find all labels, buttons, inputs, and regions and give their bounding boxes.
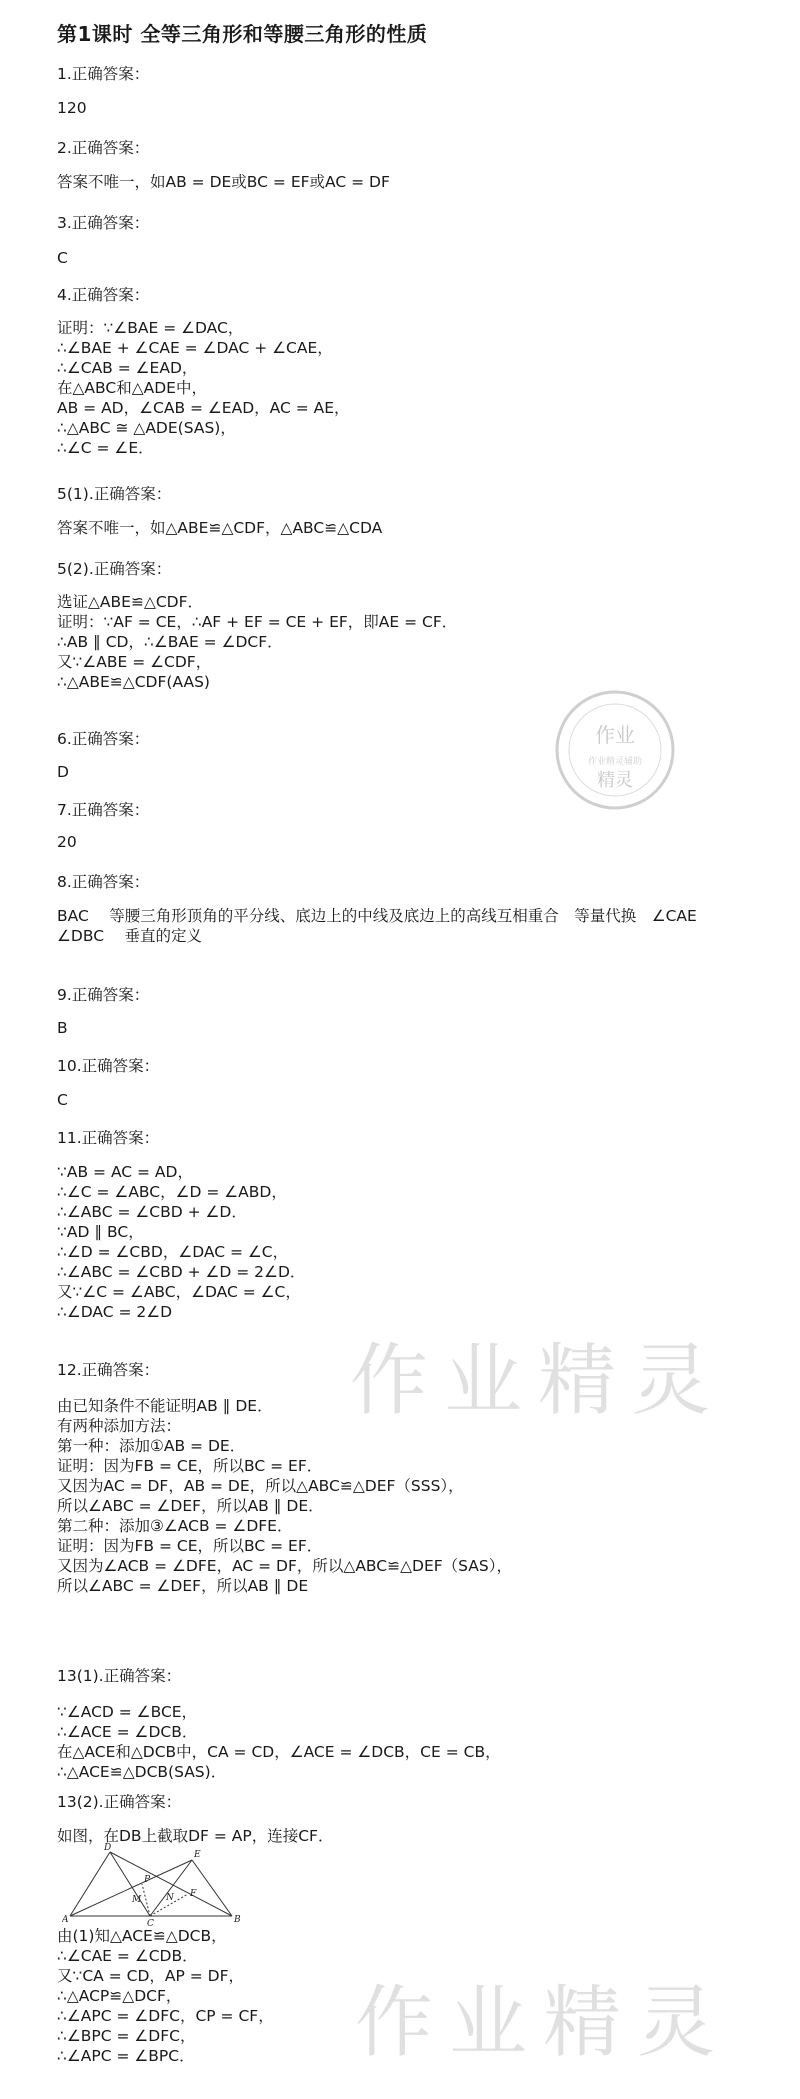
stamp-text-top: 作业 (595, 723, 635, 747)
answer-line: 证明：因为FB = CE，所以BC = EF． (57, 1537, 323, 1555)
answer-line: ∵AB = AC = AD， (57, 1163, 193, 1181)
answer-line: 所以∠ABC = ∠DEF，所以AB ∥ DE． (57, 1497, 324, 1515)
answer-line: ∴∠ABC = ∠CBD + ∠D． (57, 1203, 247, 1221)
answer-line: ∴∠CAE = ∠CDB． (57, 1947, 198, 1965)
answer-line: 如图，在DB上截取DF = AP，连接CF． (57, 1827, 334, 1845)
answer-line: 又∵∠ABE = ∠CDF， (57, 653, 212, 671)
answer-line: ∴∠BAE + ∠CAE = ∠DAC + ∠CAE， (57, 339, 333, 357)
figure-label-C: C (147, 1919, 154, 1926)
answer-line: 由已知条件不能证明AB ∥ DE． (57, 1397, 273, 1415)
answer-block (57, 1090, 68, 1110)
geometry-figure (62, 1842, 242, 1926)
answer-line: 第二种：添加③∠ACB = ∠DFE． (57, 1517, 293, 1535)
answer-line: 第一种：添加①AB = DE． (57, 1437, 246, 1455)
figure-label-E: E (194, 1850, 201, 1860)
answer-line: 证明：∵∠BAE = ∠DAC， (57, 319, 244, 337)
figure-label-D: D (104, 1843, 112, 1853)
question-label: 6.正确答案： (57, 730, 150, 748)
answer-block (57, 832, 77, 852)
answer-line: ∴△ABE≌△CDF(AAS) (57, 673, 210, 691)
answer-line: AB = AD，∠CAB = ∠EAD，AC = AE， (57, 399, 350, 417)
answer-line: ∴∠APC = ∠BPC． (57, 2047, 195, 2065)
answer-line: ∴∠ABC = ∠CBD + ∠D = 2∠D． (57, 1263, 306, 1281)
answer-line: ∴∠D = ∠CBD，∠DAC = ∠C， (57, 1243, 289, 1261)
answer-line: 所以∠ABC = ∠DEF，所以AB ∥ DE (57, 1577, 309, 1595)
answer-line: 又∵∠C = ∠ABC，∠DAC = ∠C， (57, 1283, 301, 1301)
figure-label-B: B (234, 1915, 241, 1925)
answer-line: B (57, 1019, 68, 1037)
watermark-big-2: 作业精灵 (355, 1978, 732, 2068)
figure-label-M: M (132, 1895, 142, 1905)
answer-block (57, 1162, 305, 1322)
question-label: 9.正确答案： (57, 986, 150, 1004)
answer-line: ∴∠C = ∠E． (57, 439, 154, 457)
answer-line: ∴△ABC ≅ △ADE(SAS)， (57, 419, 236, 437)
answer-line: ∴△ACE≌△DCB(SAS)． (57, 1763, 227, 1781)
question-label: 10.正确答案： (57, 1057, 160, 1075)
answer-block (57, 318, 350, 458)
answer-block (57, 98, 87, 118)
answer-line: ∵∠ACD = ∠BCE， (57, 1703, 198, 1721)
answer-line: 20 (57, 833, 77, 851)
figure-label-N: N (166, 1893, 174, 1903)
watermark-stamp (545, 680, 685, 820)
answer-line: C (57, 1091, 68, 1109)
answer-block (57, 248, 68, 268)
question-label: 5(2).正确答案： (57, 560, 172, 578)
answer-line: BAC 等腰三角形顶角的平分线、底边上的中线及底边上的高线互相重合 等量代换 ∠CAE (57, 907, 697, 925)
answer-line: 选证△ABE≌△CDF． (57, 593, 204, 611)
question-label: 13(2).正确答案： (57, 1793, 182, 1811)
answer-line: ∴∠CAB = ∠EAD， (57, 359, 198, 377)
question-label: 7.正确答案： (57, 801, 150, 819)
answer-line: ∴∠APC = ∠DFC，CP = CF， (57, 2007, 274, 2025)
answer-line: 证明：因为FB = CE，所以BC = EF． (57, 1457, 323, 1475)
answer-line: ∴∠DAC = 2∠D (57, 1303, 173, 1321)
question-label: 13(1).正确答案： (57, 1667, 182, 1685)
answer-block (57, 762, 69, 782)
answer-line: 答案不唯一，如△ABE≌△CDF，△ABC≌△CDA (57, 519, 383, 537)
answer-block (57, 1702, 501, 1782)
question-label: 12.正确答案： (57, 1361, 160, 1379)
answer-block (57, 518, 382, 538)
answer-block (57, 1018, 68, 1038)
question-label: 4.正确答案： (57, 286, 150, 304)
answer-line: ∵AD ∥ BC， (57, 1223, 144, 1241)
answer-block (57, 906, 697, 946)
answer-block (57, 592, 457, 692)
answer-line: 又因为∠ACB = ∠DFE，AC = DF，所以△ABC≌△DEF（SAS）， (57, 1557, 512, 1575)
answer-line: 在△ABC和△ADE中， (57, 379, 207, 397)
answer-line: 答案不唯一，如AB = DE或BC = EF或AC = DF (57, 173, 390, 191)
answer-line: ∴AB ∥ CD，∴∠BAE = ∠DCF． (57, 633, 283, 651)
question-label: 1.正确答案： (57, 65, 150, 83)
answer-line: 又因为AC = DF，AB = DE，所以△ABC≌△DEF（SSS）， (57, 1477, 464, 1495)
answer-line: ∴∠ACE = ∠DCB． (57, 1723, 198, 1741)
watermark-big-1: 作业精灵 (350, 1336, 727, 1426)
answer-line: 证明：∵AF = CE，∴AF + EF = CE + EF，即AE = CF． (57, 613, 458, 631)
answer-line: ∴△ACP≌△DCF， (57, 1987, 182, 2005)
answer-line: ∠DBC 垂直的定义 (57, 927, 202, 945)
answer-line: ∴∠C = ∠ABC，∠D = ∠ABD， (57, 1183, 287, 1201)
question-label: 2.正确答案： (57, 139, 150, 157)
figure-label-P: P (144, 1875, 151, 1885)
question-label: 3.正确答案： (57, 214, 150, 232)
question-label: 11.正确答案： (57, 1129, 160, 1147)
figure-label-A: A (62, 1915, 69, 1925)
answer-line: ∴∠BPC = ∠DFC， (57, 2027, 196, 2045)
answer-line: 120 (57, 99, 87, 117)
answer-line: 在△ACE和△DCB中，CA = CD，∠ACE = ∠DCB，CE = CB， (57, 1743, 501, 1761)
answer-line: 由(1)知△ACE≌△DCB， (57, 1927, 227, 1945)
question-label: 5(1).正确答案： (57, 485, 172, 503)
answer-line: C (57, 249, 68, 267)
stamp-text-bottom: 精灵 (597, 770, 633, 791)
stamp-text-ring: 作业精灵辅助 (587, 757, 643, 767)
question-label: 8.正确答案： (57, 873, 150, 891)
answer-line: 有两种添加方法： (57, 1417, 182, 1435)
figure-label-F: F (190, 1889, 197, 1899)
answer-block (57, 172, 390, 192)
answer-line: 又∵CA = CD，AP = DF， (57, 1967, 245, 1985)
answer-line: D (57, 763, 69, 781)
page-title: 第1课时 全等三角形和等腰三角形的性质 (57, 22, 428, 46)
